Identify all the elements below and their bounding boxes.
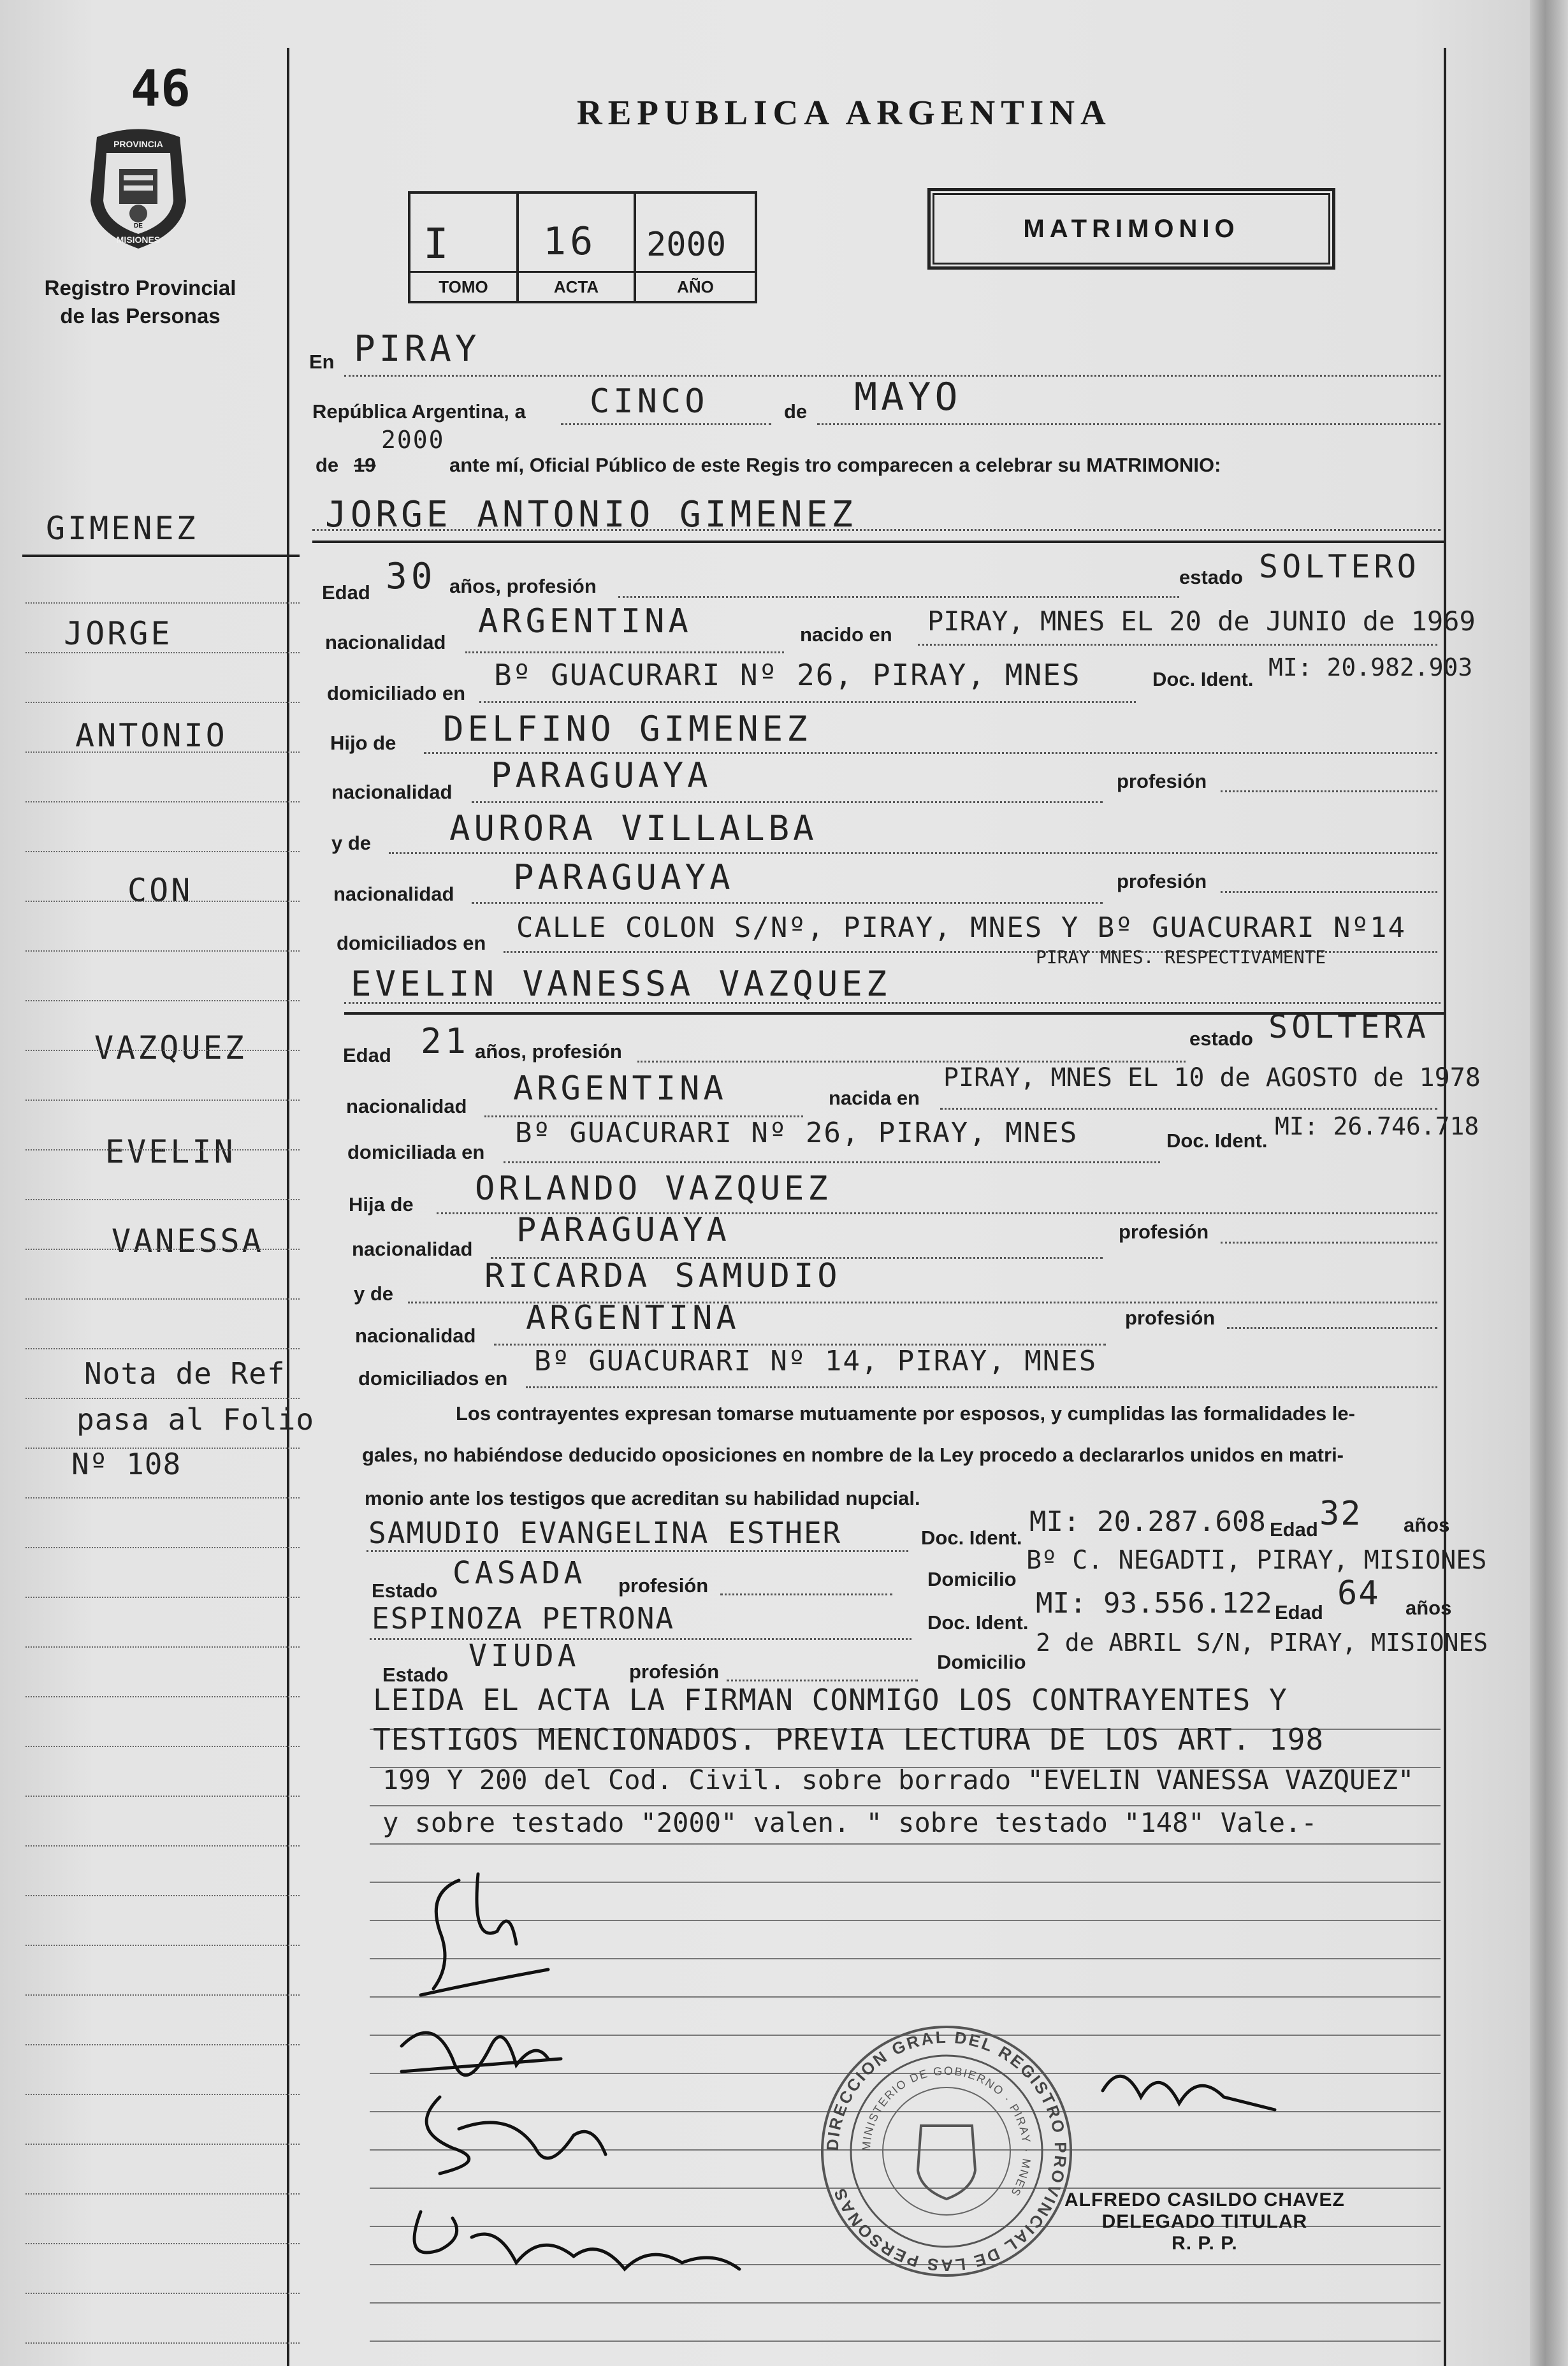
line-w2-prof bbox=[727, 1680, 918, 1681]
label-estado-groom: estado bbox=[1179, 566, 1243, 588]
line-groom-father-nac bbox=[472, 801, 1103, 803]
bride-father-nac: PARAGUAYA bbox=[516, 1211, 730, 1249]
line-groom-birth bbox=[918, 644, 1437, 646]
left-frame-line bbox=[287, 48, 289, 2366]
bride-mother-nac: ARGENTINA bbox=[526, 1299, 740, 1337]
sidebar-note-line3: Nº 108 bbox=[71, 1447, 182, 1481]
witness2-age: 64 bbox=[1337, 1574, 1380, 1613]
signature-witness2 bbox=[414, 2212, 739, 2269]
signature-official bbox=[1103, 2076, 1275, 2110]
sidebar-rule bbox=[25, 1845, 300, 1847]
label-hija-de: Hija de bbox=[349, 1193, 414, 1216]
label-edad-w1: Edad bbox=[1270, 1518, 1318, 1541]
witness1-estado: CASADA bbox=[453, 1555, 586, 1591]
sidebar-note-line1: Nota de Ref bbox=[84, 1356, 286, 1391]
bride-domicilio: Bº GUACURARI Nº 26, PIRAY, MNES bbox=[515, 1117, 1078, 1149]
label-anos-profesion-groom: años, profesión bbox=[449, 575, 597, 597]
label-republica: República Argentina, a bbox=[312, 400, 526, 423]
groom-estado: SOLTERO bbox=[1259, 548, 1420, 585]
groom-parents-dom: CALLE COLON S/Nº, PIRAY, MNES Y Bº GUACURARI Nº14 bbox=[516, 911, 1407, 944]
label-nacida-en: nacida en bbox=[829, 1087, 920, 1109]
groom-age: 30 bbox=[386, 556, 437, 597]
bride-father: ORLANDO VAZQUEZ bbox=[475, 1170, 832, 1208]
label-domiciliado: domiciliado en bbox=[327, 682, 466, 704]
sidebar-rule bbox=[25, 1945, 300, 1946]
observation-line-2: TESTIGOS MENCIONADOS. PREVIA LECTURA DE LOS ART. 198 bbox=[373, 1722, 1325, 1757]
bride-estado: SOLTERA bbox=[1268, 1008, 1430, 1045]
line-bride-mother-prof bbox=[1227, 1327, 1437, 1329]
sidebar-rule bbox=[25, 1994, 300, 1996]
signature-witness1 bbox=[426, 2097, 606, 2174]
province-seal bbox=[84, 124, 192, 252]
sidebar-rule bbox=[25, 1646, 300, 1648]
line-groom-nac bbox=[465, 651, 784, 653]
sidebar-rule bbox=[25, 702, 300, 703]
bride-full-name: EVELIN VANESSA VAZQUEZ bbox=[351, 964, 891, 1004]
label-nacido-en: nacido en bbox=[800, 623, 892, 646]
registry-line-1: Registro Provincial bbox=[44, 276, 236, 300]
label-edad-bride: Edad bbox=[343, 1044, 391, 1066]
label-anos-w1: años bbox=[1404, 1514, 1450, 1536]
sidebar-top-rule bbox=[22, 555, 300, 557]
official-signature-block bbox=[1064, 2189, 1345, 2254]
official-org: R. P. P. bbox=[1172, 2233, 1238, 2254]
book-binding bbox=[1530, 0, 1568, 2366]
label-de-month: de bbox=[784, 400, 808, 423]
label-nacionalidad-bride: nacionalidad bbox=[346, 1095, 467, 1117]
groom-doc: MI: 20.982.903 bbox=[1268, 653, 1473, 681]
line-bride-father-prof bbox=[1221, 1242, 1437, 1244]
line-groom-mother-nac bbox=[472, 902, 1103, 904]
label-domicilio-w1: Domicilio bbox=[927, 1568, 1017, 1590]
sidebar-bride-surname: VAZQUEZ bbox=[94, 1029, 247, 1066]
label-edad-w2: Edad bbox=[1275, 1601, 1323, 1623]
sidebar-rule bbox=[25, 2243, 300, 2244]
label-prof-w2: profesión bbox=[629, 1660, 720, 1683]
sidebar-groom-surname: GIMENEZ bbox=[46, 510, 198, 547]
bride-age: 21 bbox=[421, 1021, 470, 1061]
sidebar-rule bbox=[25, 1746, 300, 1747]
sidebar-rule bbox=[25, 1050, 300, 1051]
sidebar-rule bbox=[25, 950, 300, 952]
label-father-nac-groom: nacionalidad bbox=[331, 781, 453, 803]
date-month: MAYO bbox=[854, 375, 962, 419]
label-domiciliada: domiciliada en bbox=[347, 1141, 485, 1163]
record-box bbox=[408, 191, 757, 303]
label-hijo-de: Hijo de bbox=[330, 732, 396, 754]
label-father-prof-bride: profesión bbox=[1119, 1221, 1209, 1243]
acta-label: ACTA bbox=[519, 271, 634, 301]
line-bride-birth bbox=[940, 1108, 1437, 1110]
sidebar-rule bbox=[25, 1547, 300, 1548]
registry-line-2: de las Personas bbox=[60, 304, 221, 328]
sidebar-rule bbox=[25, 1895, 300, 1896]
anio-label: AÑO bbox=[636, 271, 755, 301]
sidebar-rule bbox=[25, 2044, 300, 2045]
sidebar-rule bbox=[25, 1199, 300, 1200]
witness1-doc: MI: 20.287.608 bbox=[1029, 1506, 1266, 1538]
tomo-value: I bbox=[423, 219, 453, 268]
line-groom-mother-prof bbox=[1221, 891, 1437, 893]
sidebar-rule bbox=[25, 2293, 300, 2294]
groom-mother: AURORA VILLALBA bbox=[449, 808, 818, 848]
signature-bride bbox=[402, 2033, 561, 2075]
label-edad-groom: Edad bbox=[322, 581, 370, 604]
official-stamp bbox=[819, 2024, 1074, 2279]
label-nacionalidad-groom: nacionalidad bbox=[325, 631, 446, 653]
sidebar-rule bbox=[25, 1249, 300, 1250]
declaration-line-3: monio ante los testigos que acreditan su habilidad nupcial. bbox=[365, 1487, 920, 1509]
intro-text: ante mí, Oficial Público de este Regis tro comparecen a celebrar su MATRIMONIO: bbox=[449, 454, 1221, 476]
sidebar-rule bbox=[25, 851, 300, 852]
sidebar-rule bbox=[25, 1796, 300, 1797]
bride-mother: RICARDA SAMUDIO bbox=[484, 1257, 841, 1295]
sidebar-rule bbox=[25, 1100, 300, 1101]
groom-father: DELFINO GIMENEZ bbox=[443, 709, 811, 749]
stamp-inner-text: MINISTERIO DE GOBIERNO · PIRAY · MNES bbox=[859, 2064, 1034, 2200]
sidebar-rule bbox=[25, 2193, 300, 2195]
sidebar-groom-name1: JORGE bbox=[64, 615, 173, 652]
acta-value: 16 bbox=[543, 219, 597, 264]
label-anos-w2: años bbox=[1405, 1597, 1452, 1619]
line-month bbox=[817, 423, 1441, 425]
observation-line-3: 199 Y 200 del Cod. Civil. sobre borrado "EVELIN VANESSA VAZQUEZ" bbox=[382, 1764, 1414, 1796]
line-groom-father bbox=[424, 752, 1437, 754]
label-estado-w1: Estado bbox=[372, 1579, 438, 1602]
date-day: CINCO bbox=[590, 382, 709, 421]
declaration-line-2: gales, no habiéndose deducido oposiciones en nombre de la Ley procedo a declararlos unidos en matri- bbox=[362, 1444, 1344, 1466]
line-bride-dom bbox=[504, 1161, 1160, 1163]
sidebar-rule bbox=[25, 1348, 300, 1349]
anio-cell bbox=[636, 194, 755, 301]
witness2-doc: MI: 93.556.122 bbox=[1036, 1587, 1272, 1620]
groom-nacionalidad: ARGENTINA bbox=[478, 602, 692, 641]
sidebar-rule bbox=[25, 1448, 300, 1449]
label-mother-nac-groom: nacionalidad bbox=[333, 883, 454, 905]
groom-full-name: JORGE ANTONIO GIMENEZ bbox=[325, 494, 857, 535]
obs-rule-3 bbox=[370, 1805, 1441, 1806]
label-anos-profesion-bride: años, profesión bbox=[475, 1040, 622, 1063]
certificate-type-box bbox=[927, 188, 1335, 270]
label-doc-bride: Doc. Ident. bbox=[1166, 1129, 1268, 1152]
groom-domicilio: Bº GUACURARI Nº 26, PIRAY, MNES bbox=[494, 658, 1081, 692]
line-w1-prof bbox=[720, 1593, 892, 1595]
line-day bbox=[561, 423, 771, 425]
sidebar-rule bbox=[25, 751, 300, 753]
sidebar-rule bbox=[25, 602, 300, 604]
witness2-estado: VIUDA bbox=[468, 1638, 580, 1674]
label-doc-w2: Doc. Ident. bbox=[927, 1611, 1029, 1634]
line-witness2-name bbox=[370, 1638, 911, 1640]
witness2-name: ESPINOZA PETRONA bbox=[372, 1601, 675, 1636]
label-mother-nac-bride: nacionalidad bbox=[355, 1325, 476, 1347]
sidebar-rule bbox=[25, 1497, 300, 1499]
label-estado-w2: Estado bbox=[382, 1664, 449, 1686]
label-y-de-groom: y de bbox=[331, 832, 372, 854]
official-name: ALFREDO CASILDO CHAVEZ bbox=[1064, 2189, 1345, 2210]
label-en: En bbox=[309, 351, 335, 373]
seal-word-2: DE bbox=[134, 222, 143, 229]
witness1-name: SAMUDIO EVANGELINA ESTHER bbox=[368, 1516, 842, 1550]
signature-groom bbox=[421, 1874, 548, 1995]
label-de-year: de bbox=[316, 454, 339, 476]
tomo-label: TOMO bbox=[410, 271, 516, 301]
groom-parents-dom-cont: PIRAY MNES. RESPECTIVAMENTE bbox=[1036, 947, 1326, 968]
label-prof-w1: profesión bbox=[618, 1574, 709, 1597]
acta-cell bbox=[519, 194, 636, 301]
label-doc-groom: Doc. Ident. bbox=[1152, 668, 1254, 690]
obs-rule-4 bbox=[370, 1843, 1441, 1845]
place-value: PIRAY bbox=[354, 328, 481, 370]
groom-mother-nac: PARAGUAYA bbox=[513, 857, 734, 897]
tomo-cell bbox=[410, 194, 519, 301]
line-bride-prof bbox=[637, 1061, 1186, 1063]
certificate-type: MATRIMONIO bbox=[1023, 215, 1240, 243]
declaration-line-1: Los contrayentes expresan tomarse mutuamente por esposos, y cumplidas las formalidades le- bbox=[456, 1402, 1355, 1425]
sidebar-rule bbox=[25, 1149, 300, 1150]
label-estado-bride: estado bbox=[1189, 1027, 1253, 1050]
bride-nacida-en: PIRAY, MNES EL 10 de AGOSTO de 1978 bbox=[943, 1063, 1481, 1092]
year-printed: 19 bbox=[354, 454, 376, 476]
sidebar-groom-name2: ANTONIO bbox=[75, 717, 228, 754]
label-domicilio-w2: Domicilio bbox=[937, 1651, 1026, 1673]
stamp-outer-text: DIRECCION GRAL DEL REGISTRO PROVINCIAL DE LAS PERSONAS bbox=[822, 2027, 1071, 2275]
observation-line-1: LEIDA EL ACTA LA FIRMAN CONMIGO LOS CONTRAYENTES Y bbox=[373, 1683, 1288, 1717]
line-witness1-name bbox=[367, 1550, 908, 1552]
sidebar-rule bbox=[25, 1696, 300, 1697]
groom-nacido-en: PIRAY, MNES EL 20 de JUNIO de 1969 bbox=[927, 606, 1476, 637]
line-groom-dom bbox=[479, 701, 1136, 703]
witness2-domicilio: 2 de ABRIL S/N, PIRAY, MISIONES bbox=[1036, 1629, 1488, 1657]
label-domiciliados-groom: domiciliados en bbox=[337, 932, 486, 954]
sidebar-rule bbox=[25, 652, 300, 653]
label-father-prof-groom: profesión bbox=[1117, 770, 1207, 792]
line-bride-parents-dom bbox=[526, 1386, 1437, 1388]
label-doc-w1: Doc. Ident. bbox=[921, 1527, 1022, 1549]
label-father-nac-bride: nacionalidad bbox=[352, 1238, 473, 1260]
bride-nacionalidad: ARGENTINA bbox=[513, 1070, 727, 1108]
witness1-domicilio: Bº C. NEGADTI, PIRAY, MISIONES bbox=[1026, 1546, 1487, 1575]
bride-doc: MI: 26.746.718 bbox=[1275, 1112, 1479, 1140]
line-groom-father-prof bbox=[1221, 790, 1437, 792]
header-title: REPUBLICA ARGENTINA bbox=[577, 93, 1112, 132]
line-groom-mother bbox=[389, 852, 1437, 854]
sidebar-bride-name1: EVELIN bbox=[105, 1133, 236, 1170]
label-mother-prof-bride: profesión bbox=[1125, 1307, 1216, 1329]
observation-line-4: y sobre testado "2000" valen. " sobre testado "148" Vale.- bbox=[382, 1807, 1318, 1838]
sidebar-rule bbox=[25, 1000, 300, 1001]
groom-separator bbox=[312, 541, 1444, 543]
right-frame-line bbox=[1444, 48, 1446, 2366]
label-domiciliados-bride: domiciliados en bbox=[358, 1367, 508, 1390]
sidebar-rule bbox=[25, 1398, 300, 1399]
sidebar-connector: CON bbox=[127, 872, 193, 909]
witness1-age: 32 bbox=[1319, 1495, 1362, 1533]
sidebar-rule bbox=[25, 1597, 300, 1598]
sidebar-rule bbox=[25, 2094, 300, 2095]
groom-father-nac: PARAGUAYA bbox=[491, 755, 712, 795]
sidebar-rule bbox=[25, 901, 300, 902]
page-number: 46 bbox=[131, 61, 191, 118]
sidebar-rule bbox=[25, 2144, 300, 2145]
sidebar-rule bbox=[25, 2342, 300, 2344]
label-mother-prof-groom: profesión bbox=[1117, 870, 1207, 892]
sidebar-rule bbox=[25, 1298, 300, 1300]
line-groom-prof bbox=[618, 596, 1179, 598]
official-title: DELEGADO TITULAR bbox=[1101, 2211, 1308, 2232]
label-y-de-bride: y de bbox=[354, 1282, 394, 1305]
sidebar-bride-name2: VANESSA bbox=[112, 1223, 264, 1259]
year-written: 2000 bbox=[381, 426, 445, 454]
anio-value: 2000 bbox=[646, 226, 727, 264]
registry-name bbox=[38, 274, 242, 330]
bride-parents-dom: Bº GUACURARI Nº 14, PIRAY, MNES bbox=[534, 1345, 1098, 1377]
sidebar-rule bbox=[25, 801, 300, 802]
seal-word-1: PROVINCIA bbox=[113, 139, 163, 149]
sidebar-note-line2: pasa al Folio bbox=[76, 1402, 315, 1437]
seal-word-3: MISIONES bbox=[116, 235, 161, 245]
